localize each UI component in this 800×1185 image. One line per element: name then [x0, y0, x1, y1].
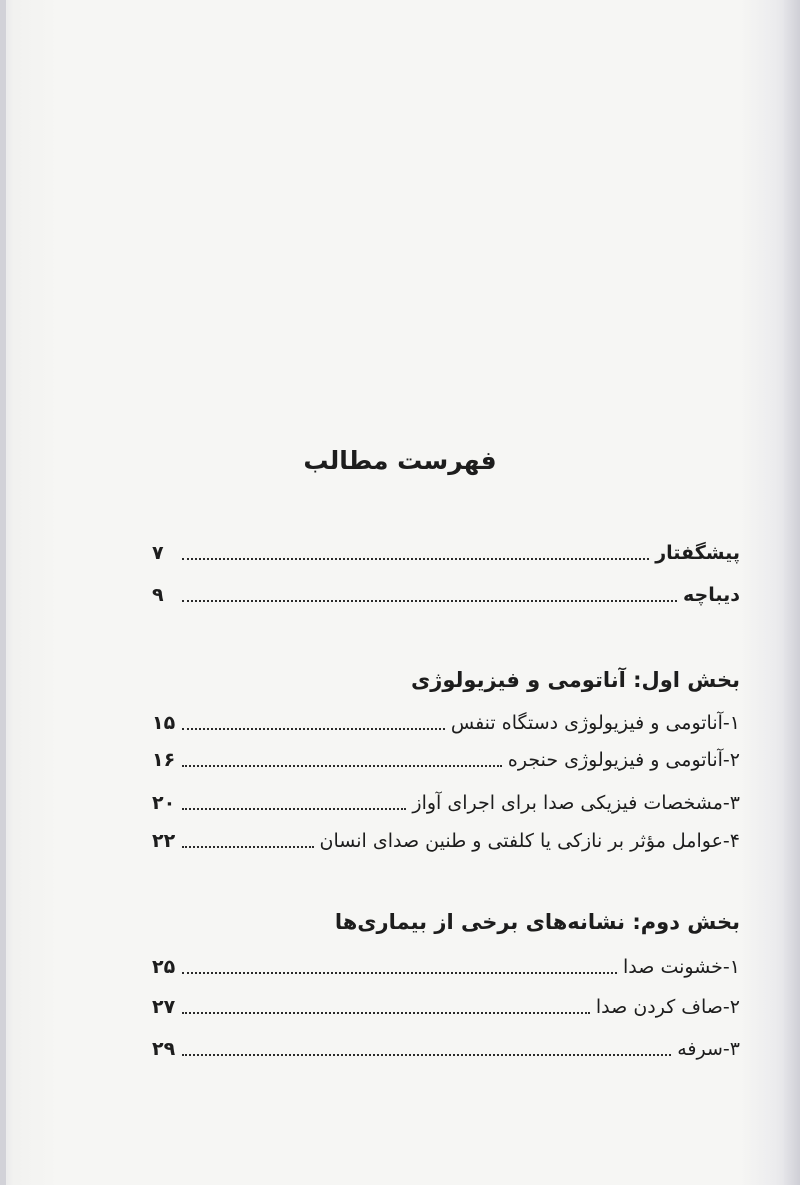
toc-entry-text: آناتومی و فیزیولوژی دستگاه تنفس	[450, 712, 723, 734]
toc-entry-number: ۱-	[722, 712, 740, 734]
toc-entry-label: پیشگفتار	[655, 542, 740, 564]
section-heading-2: بخش دوم: نشانه‌های برخی از بیماری‌ها	[334, 910, 740, 934]
toc-title: فهرست مطالب	[303, 446, 497, 475]
leader-dots	[182, 765, 502, 767]
page-right-edge	[784, 0, 800, 1185]
toc-entry[interactable]	[152, 1032, 740, 1062]
leader-dots	[182, 1054, 671, 1056]
toc-page-number: ۲۰	[152, 792, 176, 814]
leader-dots	[182, 600, 677, 602]
toc-entry-text: خشونت صدا	[623, 956, 723, 978]
toc-page-number: ۱۵	[152, 712, 176, 734]
toc-entry[interactable]	[152, 706, 740, 736]
toc-entry-number: ۲-	[722, 996, 740, 1018]
toc-entry-label: دیباچه	[683, 584, 740, 606]
toc-entry-preface[interactable]	[152, 578, 740, 608]
toc-entry-text: سرفه	[677, 1038, 723, 1060]
toc-entry-label	[320, 828, 740, 854]
toc-entry[interactable]	[152, 743, 740, 773]
leader-dots	[182, 1012, 590, 1014]
toc-entry-label	[451, 710, 740, 736]
toc-entry-label	[508, 747, 740, 773]
toc-page-number: ۷	[152, 542, 164, 564]
toc-entry-label	[412, 790, 740, 816]
toc-entry[interactable]	[152, 786, 740, 816]
toc-entry-text: عوامل مؤثر بر نازکی یا کلفتی و طنین صدای انسان	[319, 830, 723, 852]
leader-dots	[182, 846, 314, 848]
toc-entry-foreword[interactable]	[152, 536, 740, 566]
toc-entry-text: مشخصات فیزیکی صدا برای اجرای آواز	[412, 792, 723, 814]
toc-page-number: ۲۹	[152, 1038, 176, 1060]
toc-page-number: ۹	[152, 584, 164, 606]
toc-entry-text: آناتومی و فیزیولوژی حنجره	[507, 749, 723, 771]
leader-dots	[182, 558, 649, 560]
toc-page-number: ۲۵	[152, 956, 176, 978]
leader-dots	[182, 972, 617, 974]
toc-entry-label	[596, 994, 740, 1020]
section-heading-1: بخش اول: آناتومی و فیزیولوژی	[411, 668, 740, 692]
toc-page-number: ۱۶	[152, 749, 176, 771]
toc-entry-number: ۲-	[722, 749, 740, 771]
toc-entry-text: صاف کردن صدا	[595, 996, 723, 1018]
leader-dots	[182, 728, 445, 730]
toc-entry[interactable]	[152, 950, 740, 980]
leader-dots	[182, 808, 406, 810]
page-left-edge	[0, 0, 6, 1185]
toc-page-number: ۲۷	[152, 996, 176, 1018]
toc-entry-number: ۱-	[722, 956, 740, 978]
toc-page-number: ۲۲	[152, 830, 176, 852]
toc-entry-label	[677, 1036, 740, 1062]
toc-entry[interactable]	[152, 824, 740, 854]
toc-entry-label	[623, 954, 740, 980]
toc-entry-number: ۳-	[722, 792, 740, 814]
toc-entry[interactable]	[152, 990, 740, 1020]
toc-entry-number: ۴-	[722, 830, 740, 852]
toc-entry-number: ۳-	[722, 1038, 740, 1060]
